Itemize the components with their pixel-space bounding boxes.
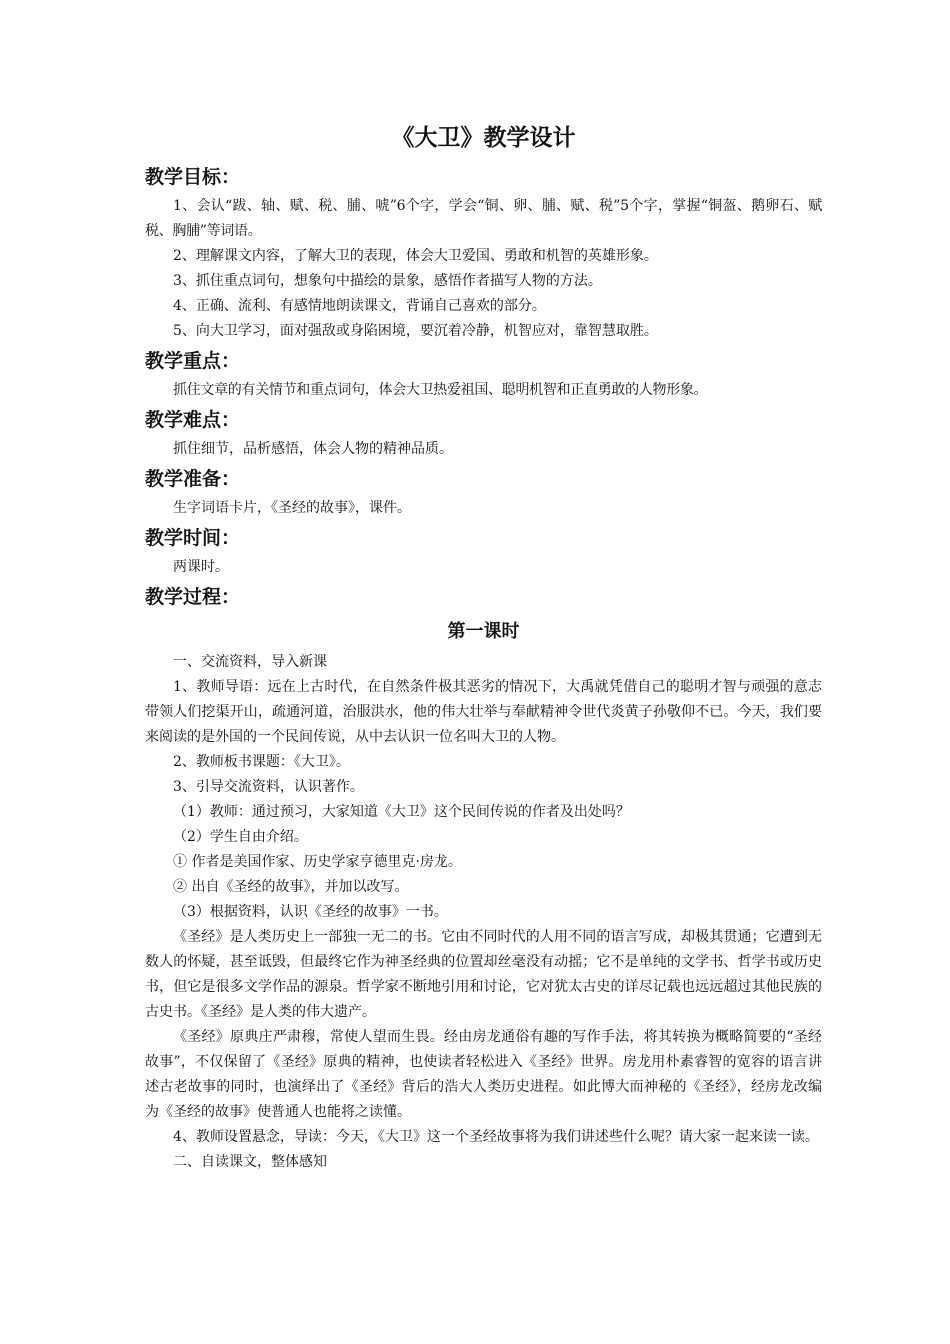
duration-section <box>145 521 822 580</box>
process-heading: 教学过程： <box>145 586 241 608</box>
process-paragraph: ① 作者是美国作家、历史学家亨德里克·房龙。 <box>173 854 462 870</box>
process-paragraph: 2、教师板书课题：《大卫》。 <box>173 754 350 770</box>
duration-heading: 教学时间： <box>145 527 241 549</box>
process-paragraph: 一、交流资料，导入新课 <box>173 654 327 670</box>
key-points-section <box>145 344 822 403</box>
process-paragraph: 4、教师设置悬念，导读：今天，《大卫》这一个圣经故事将为我们讲述些什么呢？请大家一起来读一读。 <box>173 1129 819 1145</box>
process-paragraph: 二、自读课文，整体感知 <box>173 1154 327 1170</box>
objective-item: 4、正确、流利、有感情地朗读课文，背诵自己喜欢的部分。 <box>173 298 546 314</box>
key-points-text: 抓住文章的有关情节和重点词句，体会大卫热爱祖国、聪明机智和正直勇敢的人物形象。 <box>173 382 708 398</box>
objective-item: 5、向大卫学习，面对强敌或身陷困境，要沉着冷静，机智应对，靠智慧取胜。 <box>173 323 658 339</box>
objective-item: 2、理解课文内容，了解大卫的表现，体会大卫爱国、勇敢和机智的英雄形象。 <box>173 248 658 264</box>
process-section <box>145 580 822 1175</box>
document-title: 《大卫》教学设计 <box>391 125 576 151</box>
duration-text: 两课时。 <box>173 559 229 575</box>
preparation-text: 生字词语卡片，《圣经的故事》，课件。 <box>173 500 411 516</box>
lesson-title: 第一课时 <box>447 621 520 642</box>
difficulties-section <box>145 403 822 462</box>
preparation-section <box>145 462 822 521</box>
process-paragraph: （1）教师：通过预习，大家知道《大卫》这个民间传说的作者及出处吗？ <box>173 804 630 820</box>
objectives-heading: 教学目标： <box>145 166 241 188</box>
objective-item: 3、抓住重点词句，想象句中描绘的景象，感悟作者描写人物的方法。 <box>173 273 602 289</box>
objective-item: 1、会认“跋、轴、赋、税、脯、唬”6个字，学会“铜、卵、脯、赋、税”5个字，掌握“铜盔、鹅卵石、赋税、胸脯”等词语。 <box>145 198 822 239</box>
key-points-heading: 教学重点： <box>145 350 241 372</box>
process-paragraph: ② 出自《圣经的故事》，并加以改写。 <box>173 879 409 895</box>
preparation-heading: 教学准备： <box>145 468 241 490</box>
difficulties-text: 抓住细节，品析感悟，体会人物的精神品质。 <box>173 441 453 457</box>
objectives-section <box>145 160 822 344</box>
process-paragraph: （3）根据资料，认识《圣经的故事》一书。 <box>173 904 448 920</box>
difficulties-heading: 教学难点： <box>145 409 241 431</box>
process-paragraph: 1、教师导语：远在上古时代，在自然条件极其恶劣的情况下，大禹就凭借自己的聪明才智与顽强的意志带领人们挖渠开山，疏通河道，治服洪水，他的伟大壮举与奉献精神令世代炎黄子孙敬仰不已。今天，我们要来阅读的是外国的一个民间传说，从中去认识一位名叫大卫的人物。 <box>145 679 822 745</box>
process-paragraph: 3、引导交流资料，认识著作。 <box>173 779 364 795</box>
process-paragraph: 《圣经》原典庄严肃穆，常使人望而生畏。经由房龙通俗有趣的写作手法，将其转换为概略简要的“圣经故事”，不仅保留了《圣经》原典的精神，也使读者轻松进入《圣经》世界。房龙用朴素睿智的宽容的语言讲述古老故事的同时，也演绎出了《圣经》背后的浩大人类历史进程。如此博大而神秘的《圣经》，经房龙改编为《圣经的故事》使普通人也能将之读懂。 <box>145 1029 822 1120</box>
process-paragraph: 《圣经》是人类历史上一部独一无二的书。它由不同时代的人用不同的语言写成，却极其贯通；它遭到无数人的怀疑，甚至诋毁，但最终它作为神圣经典的位置却丝毫没有动摇；它不是单纯的文学书、哲学书或历史书，但它是很多文学作品的源泉。哲学家不断地引用和讨论，它对犹太古史的详尽记载也远远超过其他民族的古史书。《圣经》是人类的伟大遗产。 <box>145 929 822 1020</box>
process-paragraph: （2）学生自由介绍。 <box>173 829 308 845</box>
